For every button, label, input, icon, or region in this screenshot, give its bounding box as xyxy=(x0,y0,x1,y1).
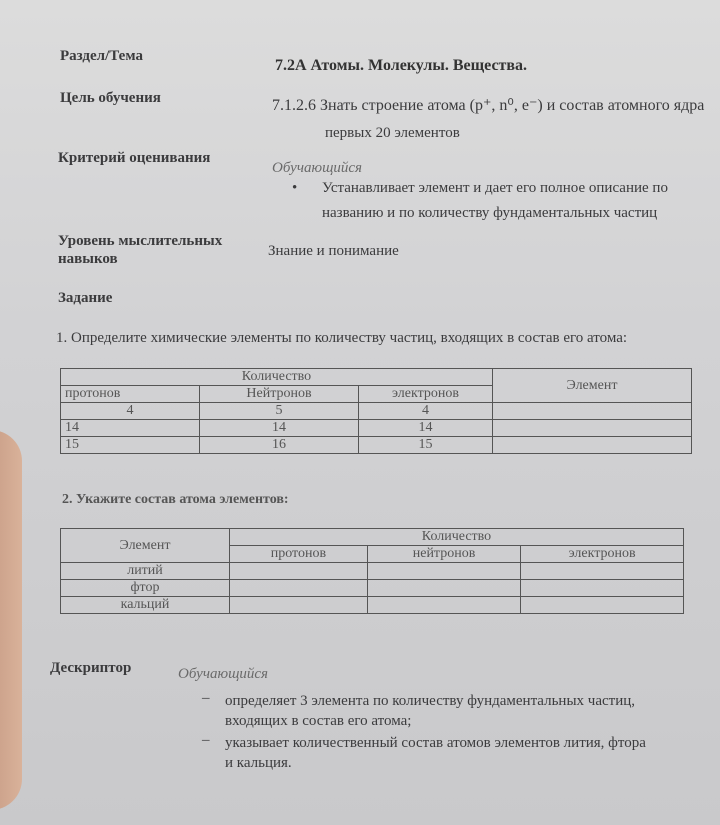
goal-value-line2: первых 20 элементов xyxy=(325,125,460,141)
table1-element-header: Элемент xyxy=(493,369,692,403)
goal-label: Цель обучения xyxy=(60,90,161,106)
criterion-bullet-line1: Устанавливает элемент и дает его полное описание по xyxy=(322,180,668,196)
table2-col-electrons: электронов xyxy=(521,546,684,563)
section-value: 7.2А Атомы. Молекулы. Вещества. xyxy=(275,57,528,74)
table1-col-protons: протонов xyxy=(61,386,200,403)
criterion-bullet-line2: названию и по количеству фундаментальных частиц xyxy=(322,205,658,221)
level-value: Знание и понимание xyxy=(268,243,399,259)
descriptor-item1-line1: определяет 3 элемента по количеству фундаментальных частиц, xyxy=(225,693,636,709)
question-1: 1. Определите химические элементы по количеству частиц, входящих в состав его атома: xyxy=(56,330,628,346)
table-row: 15 16 15 xyxy=(61,437,692,454)
section-label: Раздел/Тема xyxy=(60,48,143,64)
table1-col-neutrons: Нейтронов xyxy=(200,386,359,403)
element-answer-cell xyxy=(493,420,692,437)
table-particles xyxy=(60,368,692,454)
table-composition xyxy=(60,528,684,614)
criterion-label: Критерий оценивания xyxy=(58,150,211,166)
descriptor-intro: Обучающийся xyxy=(178,666,269,682)
table-row: фтор xyxy=(61,580,684,597)
criterion-bullet-icon: • xyxy=(292,180,298,196)
table-row: литий xyxy=(61,563,684,580)
task-title: Задание xyxy=(58,290,113,306)
descriptor-item1-line2: входящих в состав его атома; xyxy=(225,713,412,729)
table1-group-header: Количество xyxy=(61,369,493,386)
table-row: 14 14 14 xyxy=(61,420,692,437)
finger-holding-page xyxy=(0,430,22,810)
descriptor-item2-line1: указывает количественный состав атомов элементов лития, фтора xyxy=(225,735,646,751)
table-row: кальций xyxy=(61,597,684,614)
table2-col-neutrons: нейтронов xyxy=(367,546,520,563)
table-row: 4 5 4 xyxy=(61,403,692,420)
level-label-line2: навыков xyxy=(58,251,118,267)
element-answer-cell xyxy=(493,403,692,420)
descriptor-label: Дескриптор xyxy=(50,660,132,676)
level-label-line1: Уровень мыслительных xyxy=(58,233,223,249)
table2-col-protons: протонов xyxy=(230,546,368,563)
goal-value-line1: 7.1.2.6 Знать строение атома (p⁺, n⁰, e⁻) и состав атомного ядра xyxy=(272,97,705,114)
criterion-intro: Обучающийся xyxy=(272,160,363,176)
table2-element-header: Элемент xyxy=(61,529,230,563)
question-2: 2. Укажите состав атома элементов: xyxy=(62,492,289,507)
descriptor-item2-line2: и кальция. xyxy=(225,755,292,771)
table1-col-electrons: электронов xyxy=(359,386,493,403)
table2-group-header: Количество xyxy=(230,529,684,546)
element-answer-cell xyxy=(493,437,692,454)
dash-icon: – xyxy=(202,690,210,706)
dash-icon: – xyxy=(202,732,210,748)
